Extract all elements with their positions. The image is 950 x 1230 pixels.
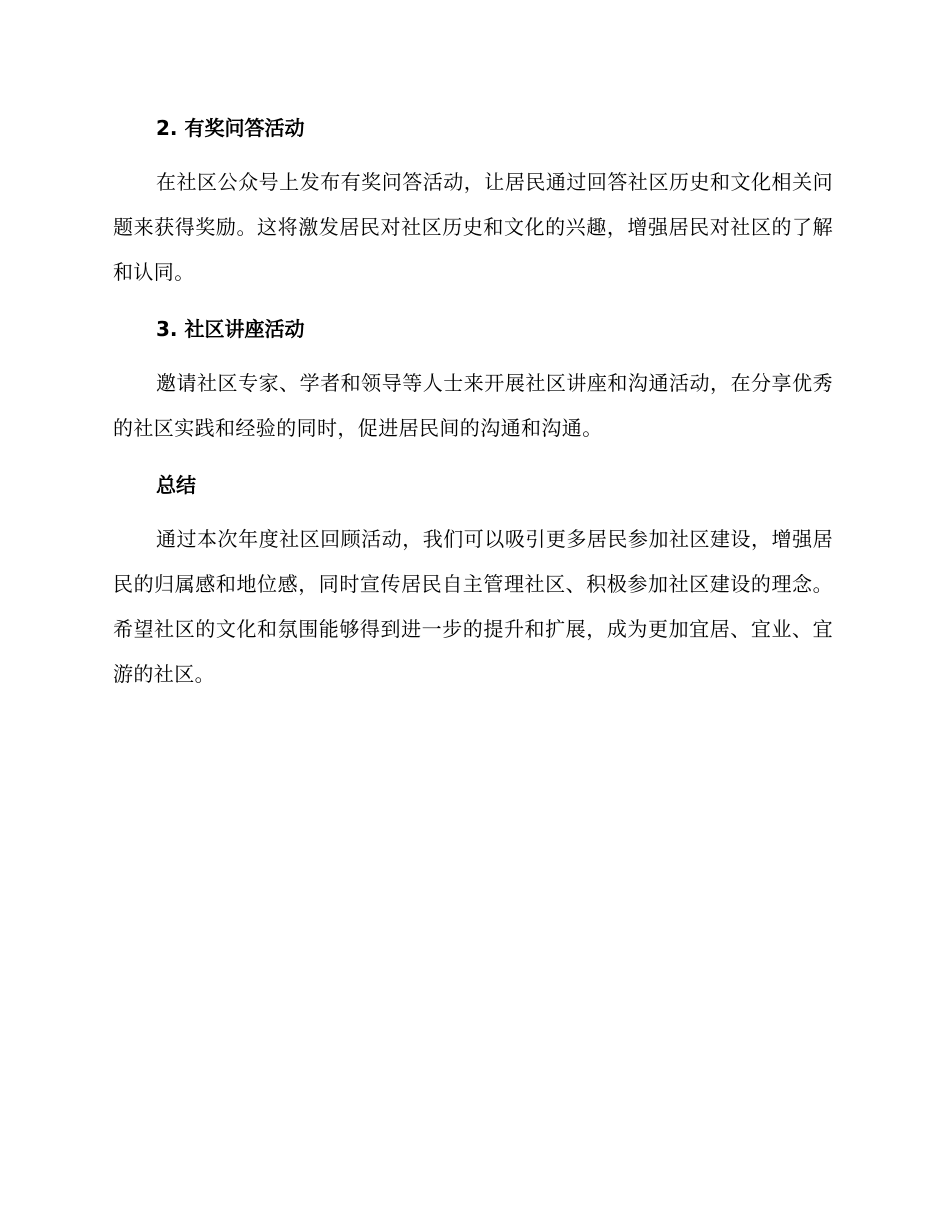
section-heading-summary: 总结 [156, 473, 196, 497]
section-paragraph-lecture: 邀请社区专家、学者和领导等人士来开展社区讲座和沟通活动，在分享优秀的社区实践和经验的同时，促进居民间的沟通和沟通。 [113, 371, 833, 440]
document-body [113, 108, 833, 697]
section-heading-quiz: 2. 有奖问答活动 [156, 116, 305, 140]
section-paragraph-quiz: 在社区公众号上发布有奖问答活动，让居民通过回答社区历史和文化相关问题来获得奖励。这将激发居民对社区历史和文化的兴趣，增强居民对社区的了解和认同。 [113, 170, 833, 284]
section-heading-lecture: 3. 社区讲座活动 [156, 317, 305, 341]
section-paragraph-summary: 通过本次年度社区回顾活动，我们可以吸引更多居民参加社区建设，增强居民的归属感和地位感，同时宣传居民自主管理社区、积极参加社区建设的理念。希望社区的文化和氛围能够得到进一步的提升和扩展，成为更加宜居、宜业、宜游的社区。 [113, 527, 833, 686]
